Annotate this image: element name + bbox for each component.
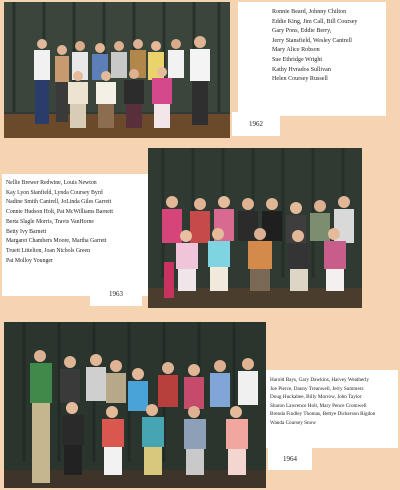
group-photo-1962-image (4, 2, 230, 138)
name-line: Gary Pons, Eddie Berry, (272, 28, 332, 35)
name-line: Harold Bays, Gary Dawkins, Harvey Weatherly (270, 377, 370, 383)
name-line: Doug Huckabee, Billy Morrow, John Taylor (270, 394, 362, 401)
names-caption-1962 (238, 2, 386, 116)
name-line: Mary Alice Robson (272, 47, 320, 54)
year-label-1963: 1963 (90, 282, 142, 306)
year-label-1964: 1964 (268, 448, 312, 470)
group-photo-1964-image (4, 322, 266, 488)
names-caption-1963 (2, 174, 148, 296)
name-line: Brenda Findley Thomas, Bettye Dickerson Rigdon (270, 411, 376, 418)
name-line: Nellie Brewer Redwine, Louis Newton (6, 180, 97, 186)
name-line: Ronnie Beard, Johnny Chilton (272, 9, 347, 15)
name-line: Margaret Chambers Moore, Martha Garrett (6, 238, 107, 245)
name-line: Berta Slagle Morris, Travis VanHorne (6, 218, 94, 225)
name-line: Helen Coursey Russell (272, 76, 328, 83)
reunion-photo-1964 (4, 322, 266, 488)
name-line: Sue Ethridge Wright (272, 56, 323, 63)
name-line: Jerry Stansfield, Wesley Cantrell (272, 37, 352, 44)
name-line: Truett Littelton, Joan Nichols Green (6, 247, 90, 254)
name-line: Kathy Hvrados Sullivan (272, 66, 331, 73)
name-line: Joe Pierce, Danny Treanwell, Jerry Summers (270, 385, 364, 392)
name-line: Eddie King, Jim Call, Bill Coursey (272, 18, 358, 25)
name-line: Betty Ivy Barnett (6, 228, 47, 235)
name-line: Pat Molloy Younger (6, 257, 53, 264)
name-line: Kay Lyon Stanfield, Lynda Coursey Byrd (6, 189, 103, 196)
name-line: Wanda Coursey Snow (270, 419, 316, 426)
year-label-1962: 1962 (232, 112, 280, 136)
reunion-photo-1963 (148, 148, 362, 308)
reunion-photo-1962 (4, 2, 230, 138)
name-line: Nadine Smith Cantrell, JoLinda Giles Garrett (6, 199, 112, 206)
group-photo-1963-image (148, 148, 362, 308)
name-line: Connie Hudson Holt, Pat McWilliams Barnett (6, 209, 113, 216)
names-caption-1964 (266, 370, 398, 448)
name-line: Sharon Lawrence Holt, Mary Pence Cromwell (270, 402, 367, 409)
